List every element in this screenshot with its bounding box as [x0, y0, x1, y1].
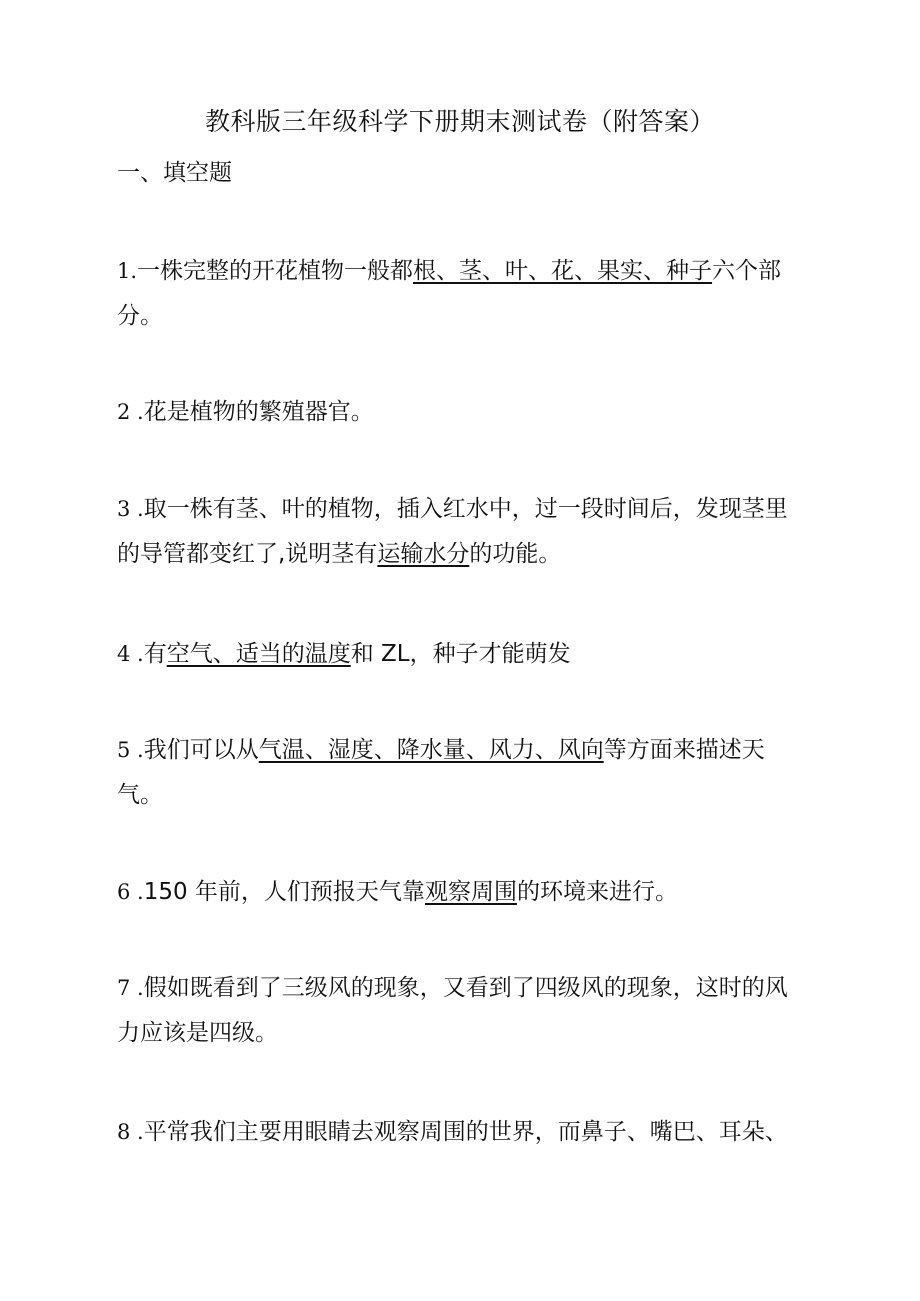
question-number: 7 .	[117, 976, 144, 1000]
section-heading-fill-in-blank: 一、填空题	[117, 160, 232, 186]
question-number: 3 .	[117, 497, 144, 521]
question-text: 假如既看到了三级风的现象，又看到了四级风的现象，这时的风	[143, 975, 788, 1001]
question-line	[117, 392, 807, 432]
question-line	[117, 872, 807, 912]
question-line	[117, 775, 807, 815]
question-line	[117, 489, 807, 529]
question-number: 6 .	[117, 880, 144, 904]
question-text: 一株完整的开花植物一般都	[137, 258, 414, 284]
question-text: 的环境来进行。	[516, 879, 678, 905]
answer-blank: 观察周围	[424, 879, 517, 905]
question-line	[117, 534, 807, 574]
question-number: 8 .	[117, 1120, 144, 1144]
question-number: 5 .	[117, 738, 144, 762]
question-line	[117, 634, 807, 674]
question-line	[117, 296, 807, 336]
question-number: 4 .	[117, 642, 144, 666]
question-6	[117, 872, 807, 912]
question-1	[117, 251, 807, 336]
question-text: 的导管都变红了,说明茎有	[117, 541, 378, 567]
question-line	[117, 968, 807, 1008]
question-4	[117, 634, 807, 674]
question-number: 1.	[117, 259, 138, 283]
question-7	[117, 968, 807, 1053]
question-text: 我们可以从	[143, 737, 259, 763]
question-5	[117, 730, 807, 815]
question-text: 的功能。	[469, 541, 562, 567]
question-text: 等方面来描述天	[603, 737, 765, 763]
question-text: 六个部	[712, 258, 782, 284]
question-text: 气。	[117, 782, 163, 808]
question-text: 取一株有茎、叶的植物，插入红水中，过一段时间后，发现茎里	[143, 496, 788, 522]
question-8	[117, 1112, 807, 1152]
question-2	[117, 392, 807, 432]
question-text: 150 年前，人们预报天气靠	[143, 879, 425, 905]
answer-blank: 根、茎、叶、花、果实、种子	[413, 258, 713, 284]
document-title: 教科版三年级科学下册期末测试卷（附答案）	[204, 107, 715, 136]
question-text: 有	[143, 641, 167, 667]
question-text: 平常我们主要用眼睛去观察周围的世界，而鼻子、嘴巴、耳朵、	[143, 1119, 788, 1145]
question-line	[117, 730, 807, 770]
question-number: 2 .	[117, 400, 144, 424]
question-line	[117, 1112, 807, 1152]
question-text: 分。	[117, 303, 163, 329]
question-line	[117, 251, 807, 291]
answer-blank: 空气、适当的温度	[166, 641, 351, 667]
answer-blank: 运输水分	[377, 541, 470, 567]
question-line	[117, 1013, 807, 1053]
question-text: 力应该是四级。	[117, 1020, 278, 1046]
question-text: 花是植物的繁殖器官。	[143, 399, 374, 425]
question-3	[117, 489, 807, 574]
question-text: 和 ZL，种子才能萌发	[350, 641, 571, 667]
answer-blank: 气温、湿度、降水量、风力、风向	[258, 737, 604, 763]
